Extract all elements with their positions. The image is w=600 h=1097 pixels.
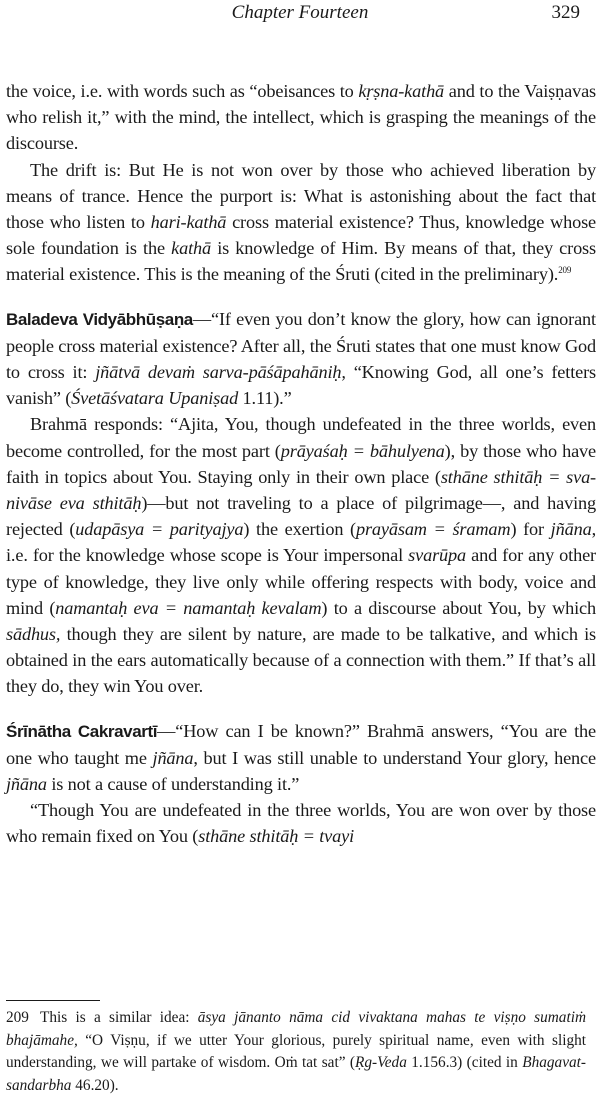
footnote-rule bbox=[6, 1000, 100, 1001]
footnote-number: 209 bbox=[6, 1009, 29, 1026]
text-run: The drift is: But He is not won over by those who achieved liberation by means of trance. Hence the purport is: What is astonishing about the fact that those who listen to bbox=[6, 159, 596, 233]
text-run: )—but not traveling to a place of pilgrimage—, and having rejected ( bbox=[6, 493, 596, 540]
italic-term: jñātvā devaṁ sarva-pāśāpahāniḥ, bbox=[95, 362, 346, 383]
text-run: , i.e. for the knowledge whose scope is Your impersonal bbox=[6, 519, 596, 566]
italic-term: udapāsya = parityajya bbox=[75, 519, 244, 540]
text-run: ), by those who have faith in topics about You. Staying only in their own place ( bbox=[6, 440, 596, 487]
italic-term: Śvetāśvatara Upaniṣad bbox=[71, 388, 239, 409]
text-run: “Though You are undefeated in the three worlds, You are won over by those who remain fixed on You ( bbox=[6, 800, 596, 847]
paragraph-p5 bbox=[6, 718, 596, 798]
paragraph-p6 bbox=[6, 797, 596, 849]
paragraph-p3 bbox=[6, 306, 596, 412]
text-run: 1.156.3) (cited in bbox=[406, 1054, 523, 1071]
italic-term: svarūpa bbox=[408, 545, 467, 566]
italic-term: kṛṣna-kathā bbox=[358, 81, 445, 101]
italic-term: jñāna bbox=[6, 774, 47, 795]
text-run: is knowledge of Him. By means of that, they cross material existence. This is the meaning of the Śruti (cited in the preliminary). bbox=[6, 238, 596, 285]
page-number: 329 bbox=[551, 2, 580, 23]
italic-term: āsya jānanto nāma cid vivaktana mahas te viṣṇo sumatiṁ bhajāmahe, bbox=[6, 1009, 586, 1049]
italic-term: jñāna bbox=[152, 747, 194, 768]
commentator-name: Baladeva Vidyābhūṣaṇa bbox=[6, 309, 193, 329]
footnote-ref: 209 bbox=[558, 265, 572, 276]
italic-term: namantaḥ eva = namantaḥ kevalam bbox=[55, 597, 322, 618]
commentator-name: Śrīnātha Cakravartī bbox=[6, 721, 158, 741]
italic-term: jñāna bbox=[550, 519, 592, 540]
italic-term: Bhagavat-sandarbha bbox=[6, 1054, 586, 1094]
text-run: ) the exertion ( bbox=[243, 519, 356, 540]
italic-term: sādhus, bbox=[6, 624, 61, 645]
text-run: 1.11).” bbox=[238, 388, 292, 409]
page-header bbox=[0, 0, 600, 40]
italic-term: sthāne sthitāḥ = tvayi bbox=[198, 826, 355, 847]
text-run: ) for bbox=[510, 519, 551, 540]
text-run: —“How can I be known?” Brahmā answers, “You are the one who taught me bbox=[6, 720, 596, 768]
italic-term: prayāsam = śramam bbox=[355, 519, 511, 540]
footnote bbox=[6, 1007, 586, 1097]
paragraph-p2 bbox=[6, 157, 596, 288]
body-text bbox=[6, 78, 596, 850]
running-head: Chapter Fourteen bbox=[231, 2, 369, 23]
italic-term: prāyaśaḥ = bāhulyena bbox=[280, 440, 445, 461]
text-run: ) to a discourse about You, by which bbox=[321, 597, 596, 618]
paragraph-p1 bbox=[6, 78, 596, 157]
text-run: the voice, i.e. with words such as “obeisances to bbox=[6, 81, 359, 101]
text-run: “Knowing God, all one’s fetters vanish” ( bbox=[6, 362, 596, 409]
text-run: is not a cause of understanding it.” bbox=[46, 774, 300, 795]
text-run: “O Viṣṇu, if we utter Your glorious, purely spiritual name, even with slight understanding, we will partake of wisdom. Oṁ tat sat” ( bbox=[6, 1031, 586, 1071]
text-run: cross material existence? Thus, knowledge whose sole foundation is the bbox=[6, 212, 596, 259]
text-run: and for any other type of knowledge, they live only while offering respects with body, voice and mind ( bbox=[6, 545, 596, 618]
text-run: 46.20). bbox=[71, 1076, 119, 1094]
paragraph-p4 bbox=[6, 411, 596, 699]
text-run: —“If even you don’t know the glory, how can ignorant people cross material existence? After all, the Śruti states that one must know God to cross it: bbox=[6, 308, 596, 383]
text-run: , but I was still unable to understand Your glory, hence bbox=[193, 747, 596, 768]
italic-term: hari-kathā bbox=[150, 212, 227, 233]
footnote-text bbox=[6, 1009, 586, 1094]
text-run: This is a similar idea: bbox=[40, 1009, 198, 1026]
text-run: though they are silent by nature, are made to be talkative, and which is obtained in the ears automatically because of a connection with them.” If that’s all they do, they win You over. bbox=[6, 624, 596, 697]
text-run: Brahmā responds: “Ajita, You, though undefeated in the three worlds, even become controlled, for the most part ( bbox=[6, 414, 596, 461]
text-run: and to the Vaiṣṇavas who relish it,” with the mind, the intellect, which is grasping the meanings of the discourse. bbox=[6, 81, 597, 154]
italic-term: kathā bbox=[171, 238, 211, 259]
italic-term: sthāne sthitāḥ = sva-nivāse eva sthitāḥ bbox=[6, 466, 596, 514]
italic-term: Ṛg-Veda bbox=[355, 1054, 407, 1071]
